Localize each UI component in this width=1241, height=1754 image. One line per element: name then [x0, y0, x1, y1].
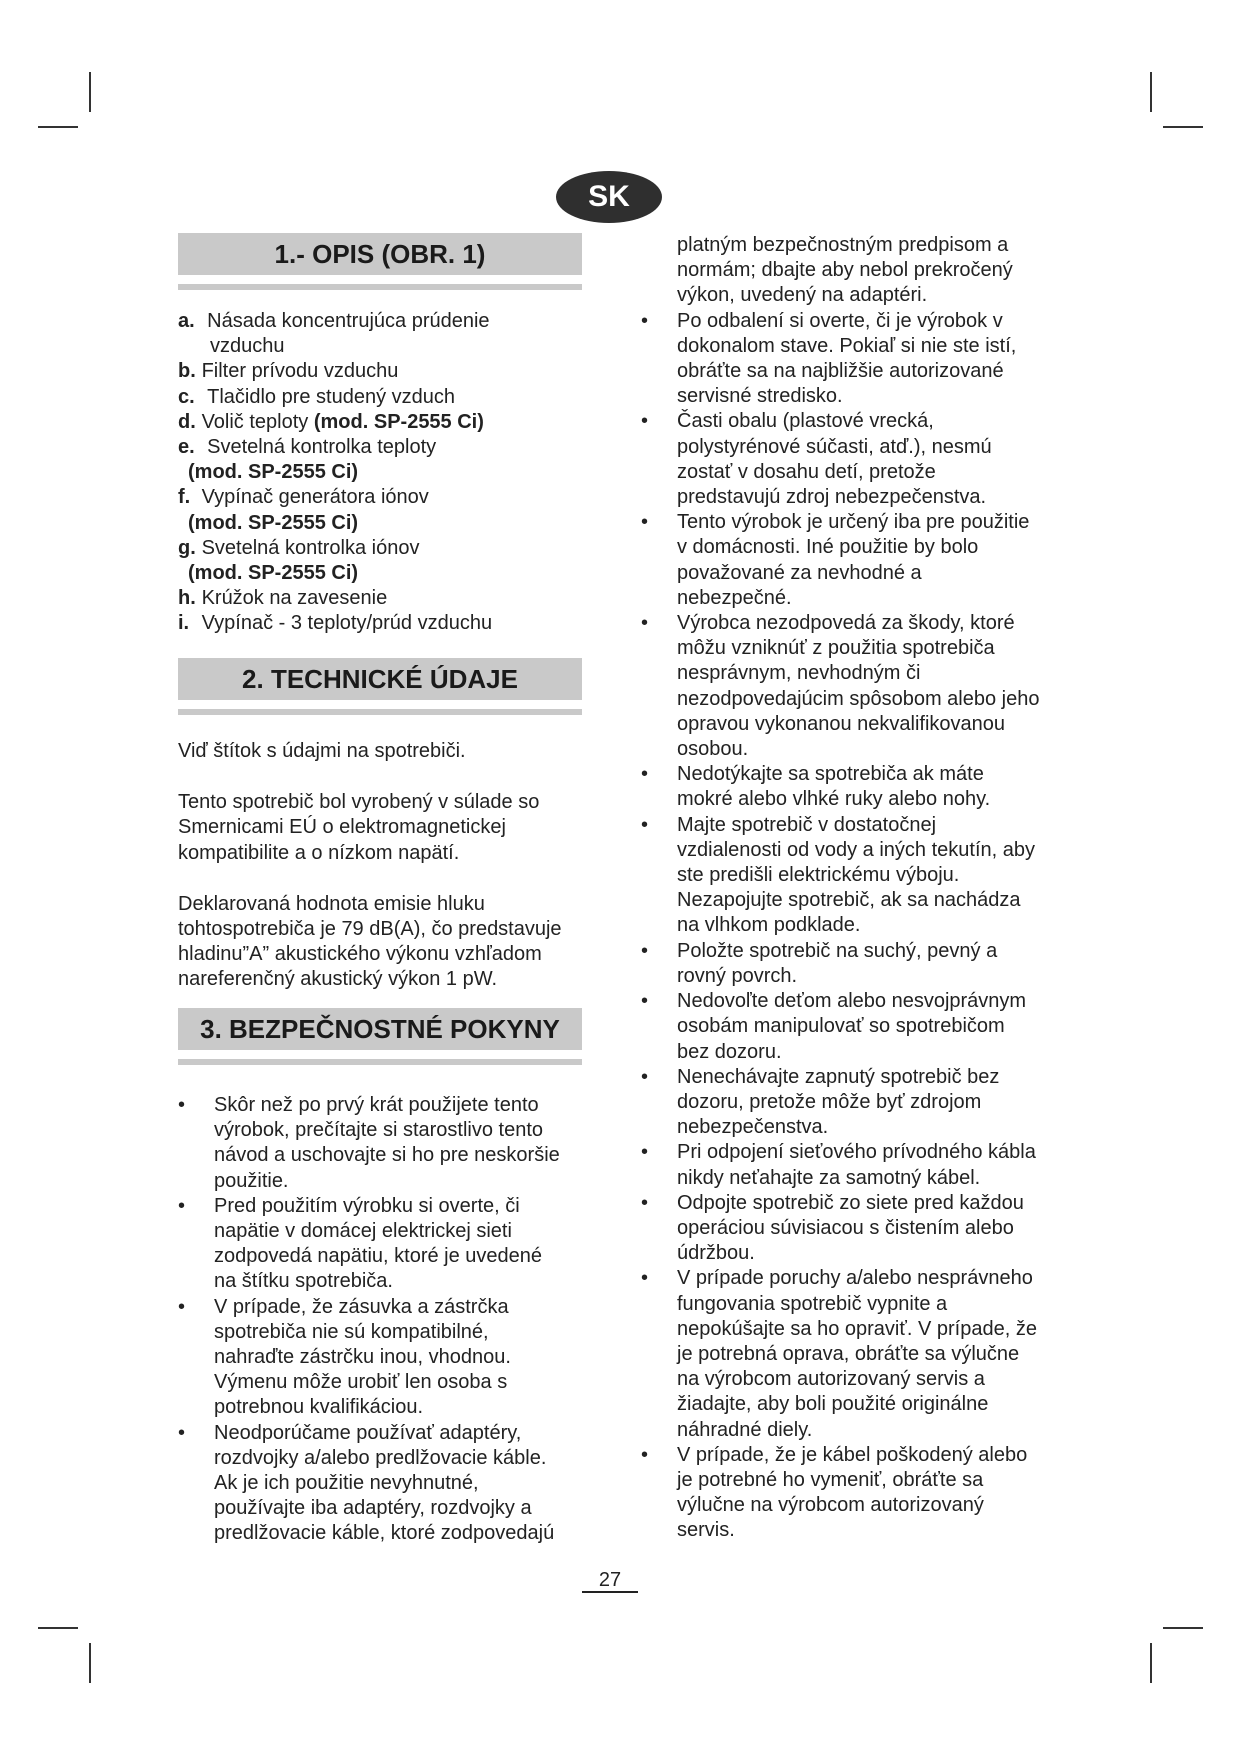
list-item: • Neodporúčame používať adaptéry, rozdvojky a/alebo predlžovacie káble. Ak je ich použitie nevyhnutné, používajte iba adaptéry, rozdvojky a predlžovacie káble, ktoré zodpovedajú [178, 1421, 555, 1545]
list-item-continuation: vzduchu [210, 335, 285, 358]
list-item: • Pred použitím výrobku si overte, či napätie v domácej elektrickej sieti zodpovedá napätiu, ktoré je uvedené na štítku spotrebiča. [178, 1194, 543, 1293]
list-item: • V prípade poruchy a/alebo nesprávneho fungovania spotrebič vypnite a nepokúšajte sa ho opraviť. V prípade, že je potrebná oprava, obráťte sa výlučne na výrobcom autorizovaný servis a žiadajte, aby boli použité originálne náhradné diely. [641, 1267, 1037, 1441]
heading-rule [178, 1059, 582, 1065]
list-item: a. Násada koncentrujúca prúdenie [178, 310, 490, 332]
heading-rule [178, 709, 582, 715]
list-item: • Časti obalu (plastové vrecká, polystyrénové súčasti, atď.), nesmú zostať v dosahu detí, pretože predstavujú zdroj nebezpečenstva. [641, 410, 992, 509]
list-item: c. Tlačidlo pre studený vzduch [178, 385, 456, 408]
crop-mark [1150, 1643, 1152, 1683]
list-item: h. Krúžok na zavesenie [178, 587, 388, 610]
list-item: • Nedovoľte deťom alebo nesvojprávnym osobám manipulovať so spotrebičom bez dozoru. [641, 990, 1027, 1063]
list-item: f. Vypínač generátora iónov [178, 486, 429, 509]
list-item: • Nenechávajte zapnutý spotrebič bez dozoru, pretože môže byť zdrojom nebezpečenstva. [641, 1065, 1000, 1139]
model-note: (mod. SP-2555 Ci) [188, 461, 359, 484]
crop-mark [38, 1627, 78, 1629]
model-note: (mod. SP-2555 Ci) [188, 562, 359, 585]
list-item: d. Volič teploty (mod. SP-2555 Ci) [178, 410, 484, 433]
crop-mark [1163, 126, 1203, 128]
section-heading-safety: 3. BEZPEČNOSTNÉ POKYNY [178, 1008, 582, 1050]
list-item: b. Filter prívodu vzduchu [178, 360, 399, 383]
crop-mark [89, 1643, 91, 1683]
section-heading-technical-data: 2. TECHNICKÉ ÚDAJE [178, 658, 582, 700]
list-item: • Výrobca nezodpovedá za škody, ktoré môžu vzniknúť z použitia spotrebiča nesprávnym, nevhodným či nezodpovedajúcim spôsobom alebo jeho opravou vykonanou nekvalifikovanou osobou. [641, 612, 1040, 761]
list-item: • Nedotýkajte sa spotrebiča ak máte mokré alebo vlhké ruky alebo nohy. [641, 763, 991, 811]
model-note: (mod. SP-2555 Ci) [188, 511, 359, 534]
list-item: • Tento výrobok je určený iba pre použitie v domácnosti. Iné použitie by bolo považované za nevhodné a nebezpečné. [641, 511, 1030, 609]
language-badge: SK [556, 171, 662, 223]
safety-left-column [178, 1093, 568, 1547]
crop-mark [1150, 72, 1152, 112]
list-item: g. Svetelná kontrolka iónov [178, 536, 420, 559]
paragraph: Viď štítok s údajmi na spotrebiči. [178, 740, 466, 762]
crop-mark [38, 126, 78, 128]
technical-data-text [178, 739, 578, 993]
list-item: e. Svetelná kontrolka teploty [178, 436, 437, 459]
list-item: • Po odbalení si overte, či je výrobok v dokonalom stave. Pokiaľ si nie ste istí, obráťte sa na najbližšie autorizované servisné stredisko. [641, 309, 1017, 408]
paragraph: Deklarovaná hodnota emisie hluku tohtospotrebiča je 79 dB(A), čo predstavuje hladinu”A” akustického výkonu vzhľadom nareferenčný akustický výkon 1 pW. [178, 892, 562, 991]
paragraph: Tento spotrebič bol vyrobený v súlade so Smernicami EÚ o elektromagnetickej kompatibilite a o nízkom napätí. [178, 791, 540, 864]
list-item: • V prípade, že je kábel poškodený alebo je potrebné ho vymeniť, obráťte sa výlučne na výrobcom autorizovaný servis. [641, 1443, 1028, 1542]
list-item: i. Vypínač - 3 teploty/prúd vzduchu [178, 612, 493, 635]
heading-rule [178, 284, 582, 290]
list-item: • Odpojte spotrebič zo siete pred každou operáciou súvisiacou s čistením alebo údržbou. [641, 1191, 1024, 1265]
paragraph-continuation: platným bezpečnostným predpisom a normám; dbajte aby nebol prekročený výkon, uvedený na adaptéri. [677, 234, 1013, 307]
crop-mark [89, 72, 91, 112]
list-item: • V prípade, že zásuvka a zástrčka spotrebiča nie sú kompatibilné, nahraďte zástrčku inou, vhodnou. Výmenu môže urobiť len osoba s potrebnou kvalifikáciou. [178, 1295, 511, 1419]
safety-right-column [641, 233, 1041, 1544]
list-item: • Položte spotrebič na suchý, pevný a rovný povrch. [641, 939, 998, 987]
section-heading-description: 1.- OPIS (OBR. 1) [178, 233, 582, 275]
page-number: 27 [582, 1569, 638, 1593]
list-item: • Majte spotrebič v dostatočnej vzdialenosti od vody a iných tekutín, aby ste predišli elektrickému výboju. Nezapojujte spotrebič, ak sa nachádza na vlhkom podklade. [641, 813, 1035, 937]
list-item: • Pri odpojení sieťového prívodného kábla nikdy neťahajte za samotný kábel. [641, 1141, 1036, 1189]
list-item: • Skôr než po prvý krát použijete tento výrobok, prečítajte si starostlivo tento návod a uschovajte si ho pre neskoršie použitie. [178, 1094, 560, 1192]
crop-mark [1163, 1627, 1203, 1629]
description-list [178, 309, 598, 637]
